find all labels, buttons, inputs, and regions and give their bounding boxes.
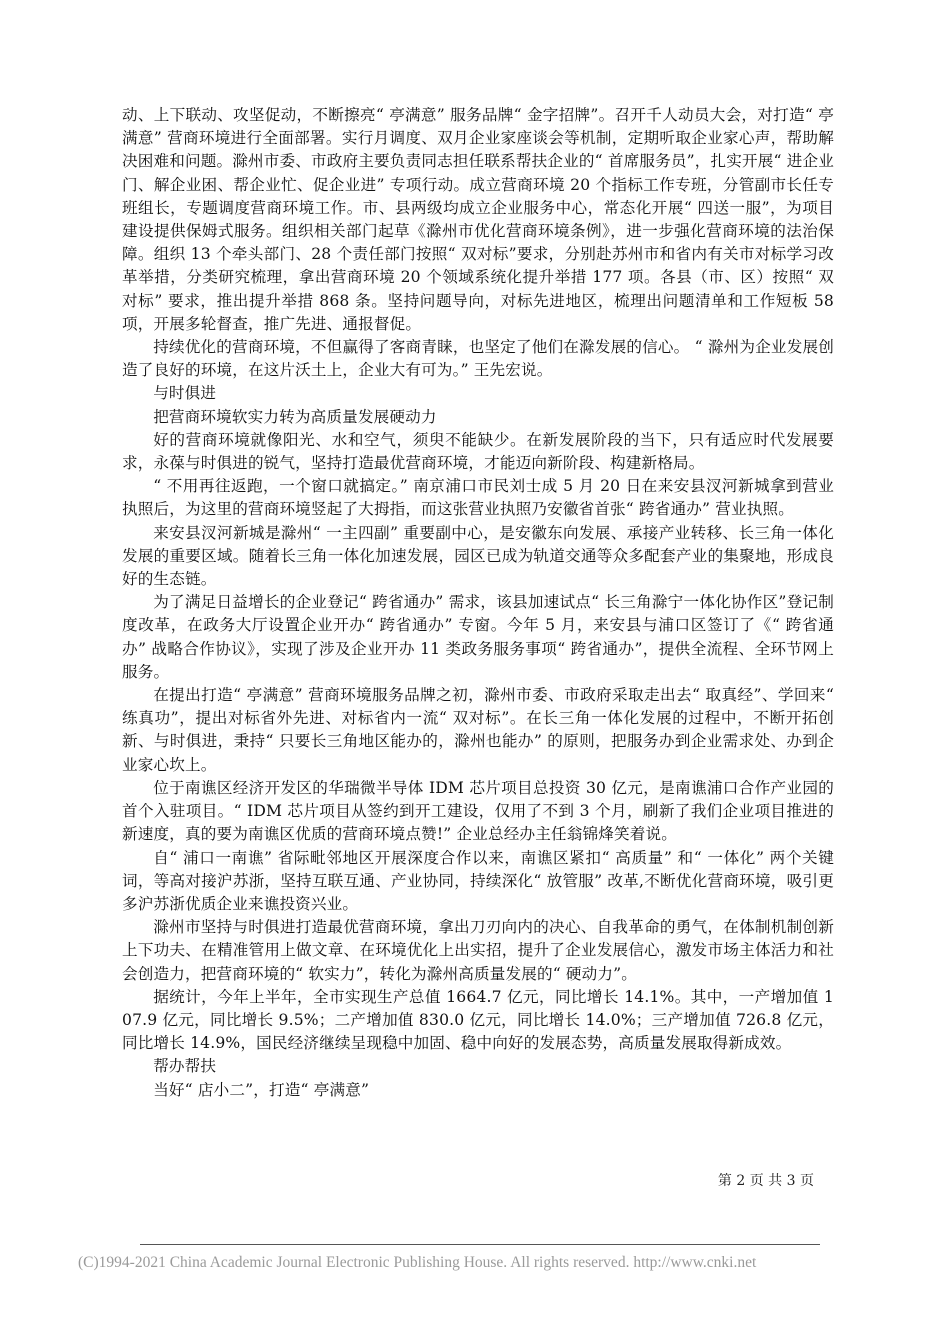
article-body <box>122 104 834 1102</box>
body-paragraph: 为了满足日益增长的企业登记“ 跨省通办” 需求，该县加速试点“ 长三角滁宁一体化协作区”登记制度改革，在政务大厅设置企业开办“ 跨省通办” 专窗。今年 5 月，来安县与浦口区签订了《“ 跨省通办” 战略合作协议》，实现了涉及企业开办 11 类政务服务事项“ 跨省通办”，提供全流程、全环节网上服务。 <box>122 593 834 681</box>
body-paragraph: 据统计，今年上半年，全市实现生产总值 1664.7 亿元，同比增长 14.1%。其中，一产增加值 107.9 亿元，同比增长 9.5%；二产增加值 830.0 亿元，同比增长 14.0%；三产增加值 726.8 亿元，同比增长 14.9%，国民经济继续呈现稳中加固、稳中向好的发展态势，高质量发展取得新成效。 <box>122 987 834 1053</box>
page-number: 第 2 页 共 3 页 <box>717 1173 814 1189</box>
body-paragraph: 滁州市坚持与时俱进打造最优营商环境，拿出刀刃向内的决心、自我革命的勇气，在体制机制创新上下功夫、在精准管用上做文章、在环境优化上出实招，提升了企业发展信心，激发市场主体活力和社会创造力，把营商环境的“ 软实力”，转化为滁州高质量发展的“ 硬动力”。 <box>122 918 834 983</box>
body-paragraph: “ 不用再往返跑，一个窗口就搞定。” 南京浦口市民刘士成 5 月 20 日在来安县汊河新城拿到营业执照后，为这里的营商环境竖起了大拇指，而这张营业执照乃安徽省首张“ 跨省通办” 营业执照。 <box>122 477 834 519</box>
section-subheading: 把营商环境软实力转为高质量发展硬动力 <box>153 407 437 426</box>
section-heading: 帮办帮扶 <box>153 1057 217 1076</box>
section-subheading: 当好“ 店小二”，打造“ 亭满意” <box>153 1080 370 1099</box>
body-paragraph: 持续优化的营商环境，不但赢得了客商青睐，也坚定了他们在滁发展的信心。 “ 滁州为企业发展创造了良好的环境，在这片沃土上，企业大有可为。” 王先宏说。 <box>122 338 834 380</box>
body-paragraph: 来安县汊河新城是滁州“ 一主四副” 重要副中心，是安徽东向发展、承接产业转移、长三角一体化发展的重要区域。随着长三角一体化加速发展，园区已成为轨道交通等众多配套产业的集聚地，形成良好的生态链。 <box>122 523 834 589</box>
section-heading: 与时俱进 <box>153 384 217 403</box>
body-paragraph: 自“ 浦口一南谯” 省际毗邻地区开展深度合作以来，南谯区紧扣“ 高质量” 和“ 一体化” 两个关键词，等高对接沪苏浙，坚持互联互通、产业协同，持续深化“ 放管服” 改革,不断优化营商环境，吸引更多沪苏浙优质企业来谯投资兴业。 <box>122 848 834 913</box>
body-paragraph: 在提出打造“ 亭满意” 营商环境服务品牌之初，滁州市委、市政府采取走出去“ 取真经”、学回来“ 练真功”，提出对标省外先进、对标省内一流“ 双对标”。在长三角一体化发展的过程中，不断开拓创新、与时俱进，秉持“ 只要长三角地区能办的，滁州也能办” 的原则，把服务办到企业需求处、办到企业家心坎上。 <box>122 686 834 774</box>
body-paragraph: 动、上下联动、攻坚促动，不断擦亮“ 亭满意” 服务品牌“ 金字招牌”。召开千人动员大会，对打造“ 亭满意” 营商环境进行全面部署。实行月调度、双月企业家座谈会等机制，定期听取企业家心声，帮助解决困难和问题。滁州市委、市政府主要负责同志担任联系帮扶企业的“ 首席服务员”，扎实开展“ 进企业门、解企业困、帮企业忙、促企业进” 专项行动。成立营商环境 20 个指标工作专班，分管副市长任专班组长，专题调度营商环境工作。市、县两级均成立企业服务中心，常态化开展“ 四送一服”，为项目建设提供保姆式服务。组织相关部门起草《滁州市优化营商环境条例》，进一步强化营商环境的法治保障。组织 13 个牵头部门、28 个责任部门按照“ 双对标”要求，分别赴苏州市和省内有关市对标学习改革举措，分类研究梳理，拿出营商环境 20 个领域系统化提升举措 177 项。各县（市、区）按照“ 双对标” 要求，推出提升举措 868 条。坚持问题导向，对标先进地区，梳理出问题清单和工作短板 58 项，开展多轮督查，推广先进、通报督促。 <box>122 106 834 333</box>
body-paragraph: 好的营商环境就像阳光、水和空气，须臾不能缺少。在新发展阶段的当下，只有适应时代发展要求，永葆与时俱进的锐气，坚持打造最优营商环境，才能迈向新阶段、构建新格局。 <box>122 430 834 473</box>
body-paragraph: 位于南谯区经济开发区的华瑞微半导体 IDM 芯片项目总投资 30 亿元，是南谯浦口合作产业园的首个入驻项目。“ IDM 芯片项目从签约到开工建设，仅用了不到 3 个月，刷新了我们企业项目推进的新速度，真的要为南谯区优质的营商环境点赞!” 企业总经办主任翁锦烽笑着说。 <box>122 778 834 844</box>
copyright-notice: (C)1994-2021 China Academic Journal Electronic Publishing House. All rights reserved. http://www.cnki.net <box>78 1254 757 1271</box>
footer-divider <box>140 1244 820 1245</box>
